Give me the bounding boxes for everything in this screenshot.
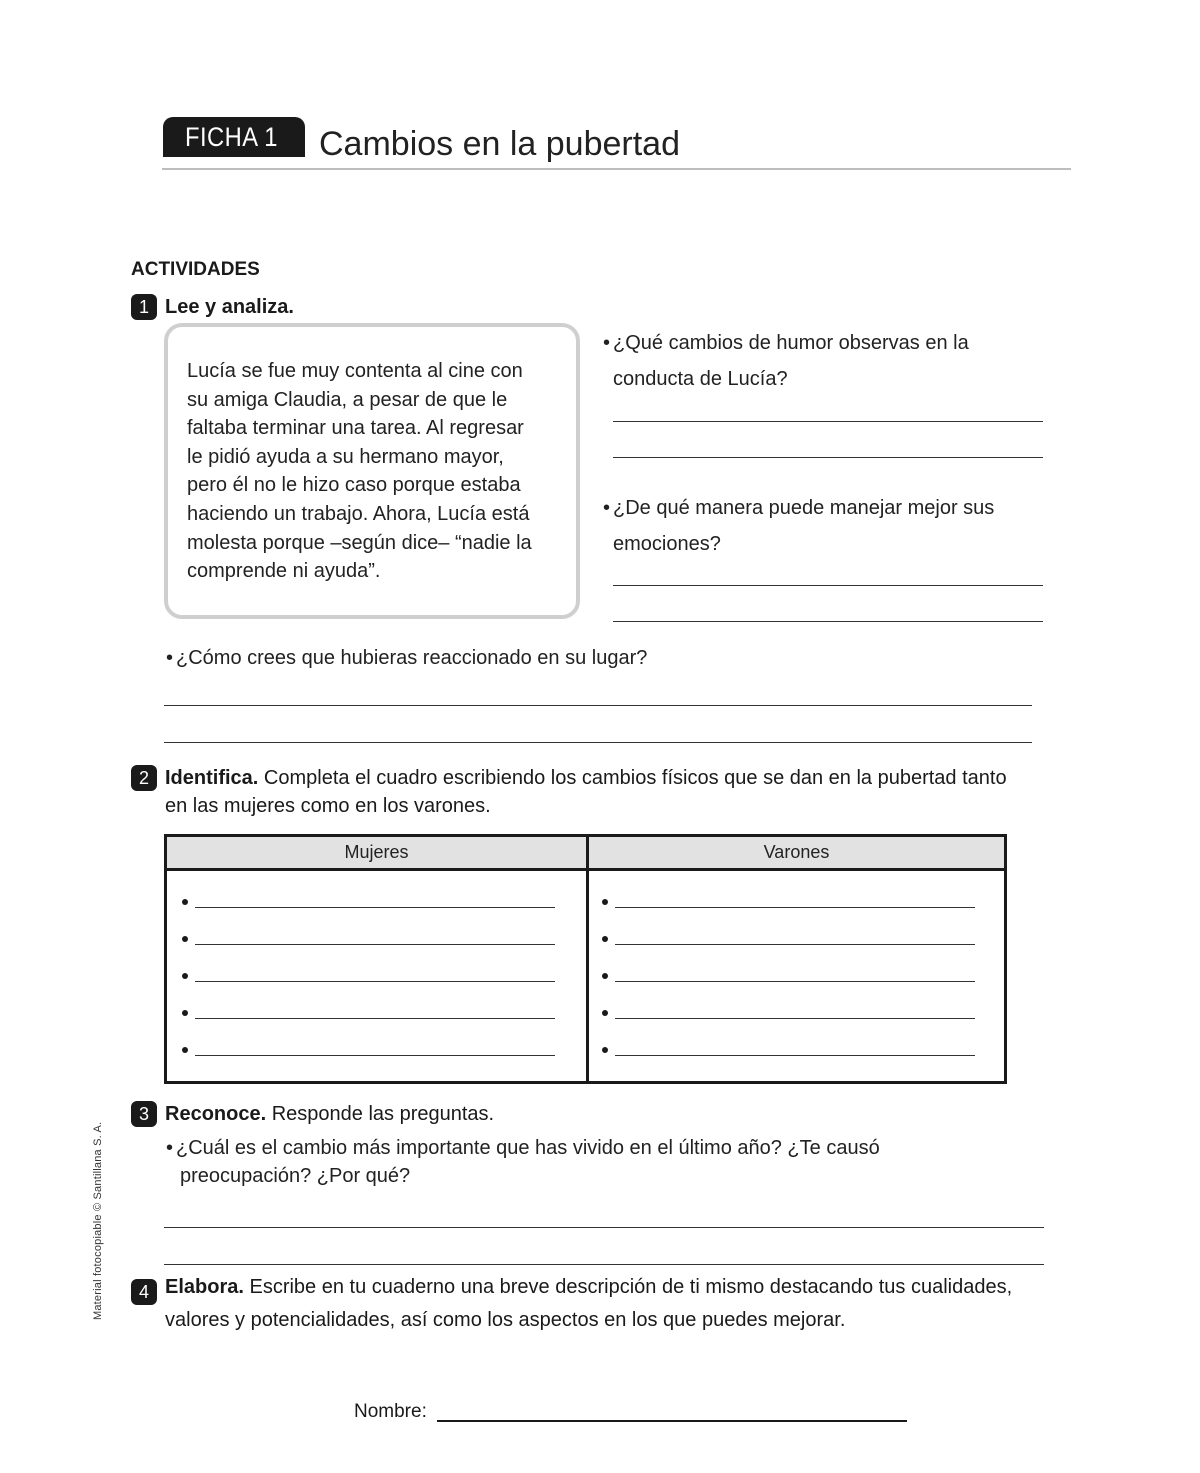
copyright-note: Material fotocopiable © Santillana S. A. (92, 1121, 104, 1320)
bullet-icon (182, 936, 188, 942)
activity-2-number: 2 (131, 765, 157, 791)
bullet-icon (182, 1010, 188, 1016)
table-answer-line[interactable] (615, 1055, 975, 1056)
activity-4-text-line2: valores y potencialidades, así como los aspectos en los que puedes mejorar. (165, 1309, 846, 1331)
table-column-divider (586, 837, 589, 1081)
table-header-mujeres: Mujeres (167, 837, 586, 869)
table-answer-line[interactable] (195, 981, 555, 982)
name-label: Nombre: (354, 1401, 427, 1422)
activity-4-instruction (165, 1273, 1012, 1301)
page-title: Cambios en la pubertad (319, 125, 681, 163)
bullet-icon: • (603, 332, 611, 354)
answer-line[interactable] (164, 742, 1032, 743)
reading-line: pero él no le hizo caso porque estaba (187, 474, 521, 497)
answer-line[interactable] (613, 621, 1043, 622)
activity-3-instruction (165, 1100, 494, 1128)
question-3-line2: preocupación? ¿Por qué? (180, 1165, 411, 1187)
activity-3-verb: Reconoce. (165, 1103, 267, 1125)
activity-2-verb: Identifica. (165, 767, 259, 789)
bullet-icon (182, 1047, 188, 1053)
header-divider (162, 168, 1071, 170)
bullet-icon (602, 973, 608, 979)
question-1c (166, 640, 647, 676)
question-1a-line2: conducta de Lucía? (613, 368, 788, 390)
activity-4-verb: Elabora. (165, 1276, 244, 1298)
answer-line[interactable] (164, 1264, 1044, 1265)
question-1b-line2: emociones? (613, 533, 721, 555)
table-answer-line[interactable] (615, 981, 975, 982)
ficha-tab-label: FICHA 1 (185, 122, 278, 152)
bullet-icon (602, 1047, 608, 1053)
question-1b-line1: ¿De qué manera puede manejar mejor sus (613, 497, 995, 519)
table-answer-line[interactable] (195, 1018, 555, 1019)
ficha-tab (163, 117, 305, 157)
reading-line: comprende ni ayuda”. (187, 560, 381, 583)
question-1b (603, 490, 994, 562)
activity-2-text-line2: en las mujeres como en los varones. (165, 795, 491, 817)
table-answer-line[interactable] (195, 944, 555, 945)
reading-line: su amiga Claudia, a pesar de que le (187, 388, 508, 411)
table-answer-line[interactable] (195, 907, 555, 908)
activity-1-number: 1 (131, 294, 157, 320)
name-input-line[interactable] (437, 1420, 907, 1422)
table-answer-line[interactable] (615, 944, 975, 945)
reading-text (187, 357, 567, 586)
section-heading: ACTIVIDADES (131, 259, 260, 280)
question-3 (166, 1134, 880, 1190)
answer-line[interactable] (164, 705, 1032, 706)
reading-line: molesta porque –según dice– “nadie la (187, 531, 532, 554)
activity-1-instruction (165, 293, 294, 321)
activity-4-text-line1: Escribe en tu cuaderno una breve descripción de ti mismo destacando tus cualidades, (249, 1276, 1013, 1298)
question-1a (603, 325, 969, 397)
question-3-line1: ¿Cuál es el cambio más importante que has vivido en el último año? ¿Te causó (176, 1137, 880, 1159)
bullet-icon (602, 936, 608, 942)
changes-table (164, 834, 1007, 1084)
table-answer-line[interactable] (615, 907, 975, 908)
reading-line: haciendo un trabajo. Ahora, Lucía está (187, 502, 530, 525)
bullet-icon (182, 899, 188, 905)
activity-1-verb: Lee y analiza. (165, 296, 294, 318)
bullet-icon: • (603, 497, 611, 519)
table-answer-line[interactable] (195, 1055, 555, 1056)
question-1a-line1: ¿Qué cambios de humor observas en la (613, 332, 969, 354)
answer-line[interactable] (613, 421, 1043, 422)
bullet-icon (182, 973, 188, 979)
activity-3-number: 3 (131, 1101, 157, 1127)
activity-2-instruction (165, 764, 1007, 792)
table-answer-line[interactable] (615, 1018, 975, 1019)
table-header-varones: Varones (589, 837, 1004, 869)
bullet-icon (602, 899, 608, 905)
activity-4-number: 4 (131, 1279, 157, 1305)
answer-line[interactable] (613, 457, 1043, 458)
bullet-icon: • (166, 1137, 174, 1159)
answer-line[interactable] (164, 1227, 1044, 1228)
reading-line: faltaba terminar una tarea. Al regresar (187, 417, 524, 440)
bullet-icon: • (166, 647, 174, 669)
reading-line: le pidió ayuda a su hermano mayor, (187, 445, 504, 468)
reading-line: Lucía se fue muy contenta al cine con (187, 360, 523, 382)
bullet-icon (602, 1010, 608, 1016)
activity-2-text-line1: Completa el cuadro escribiendo los cambios físicos que se dan en la pubertad tanto (263, 767, 1007, 789)
activity-3-text: Responde las preguntas. (271, 1103, 495, 1125)
answer-line[interactable] (613, 585, 1043, 586)
question-1c-line1: ¿Cómo crees que hubieras reaccionado en su lugar? (176, 647, 648, 669)
